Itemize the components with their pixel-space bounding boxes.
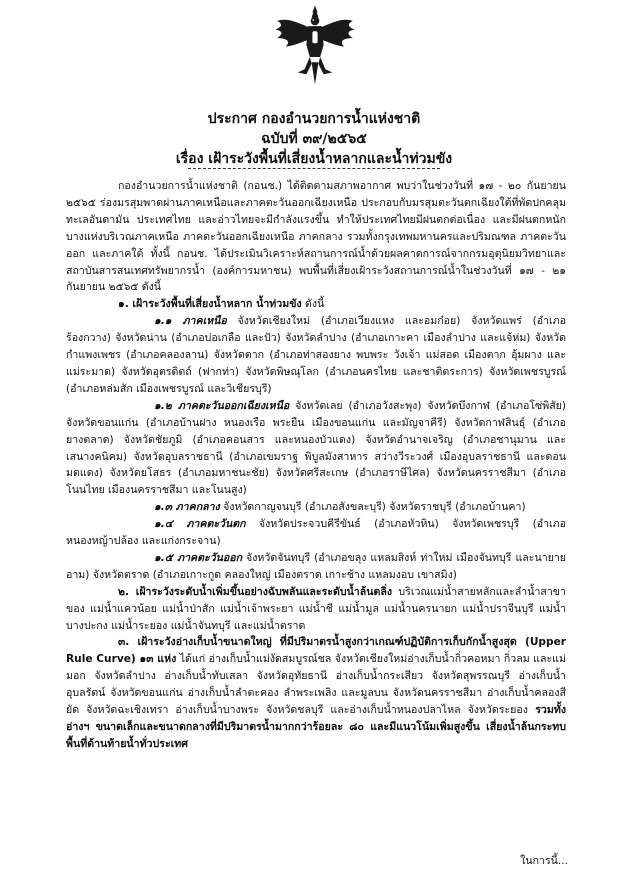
region-label: ๑.๑ ภาคเหนือ [154, 315, 227, 328]
region-text: จังหวัดเลย (อำเภอวังสะพุง) จังหวัดบึงกาฬ (อำเภอโซ่พิสัย) จังหวัดขอนแก่น (อำเภอบ้านฝาง หนองเรือ พระยืน เมืองขอนแก่น และมัญจาคีรี) จังหวัดกาฬสินธุ์ (อำเภอยางตลาด) จังหวัดชัยภูมิ (อำเภอคอนสาร และหนองบัวแดง) จังหวัดอำนาจเจริญ (อำเภอชานุมาน และเสนางคนิคม) จังหวัดอุบลราชธานี (อำเภอเขมราฐ พิบูลมังสาหาร สว่างวีระวงศ์ เมืองอุบลราชธานี และดอนมดแดง) จังหวัดยโสธร (อำเภอมหาชนะชัย) จังหวัดศรีสะเกษ (อำเภอราษีไศล) จังหวัดนครราชสีมา (อำเภอโนนไทย เมืองนครราชสีมา และโนนสูง) [66, 399, 566, 497]
section-2-text: บริเวณแม่น้ำสายหลักและลำน้ำสาขา ของ แม่น้ำแควน้อย แม่น้ำป่าสัก แม่น้ำเจ้าพระยา แม่น้ำชี แม่น้ำมูล แม่น้ำนครนายก แม่น้ำปราจีนบุรี แม่น้ำบางปะกง แม่น้ำระยอง แม่น้ำจันทบุรี และแม่น้ำตราด [66, 585, 566, 632]
section-1-suffix: ดังนี้ [301, 298, 325, 311]
region-label: ๑.๓ ภาคกลาง [154, 501, 220, 514]
section-2-title: ๒. เฝ้าระวังระดับน้ำเพิ่มขึ้นอย่างฉับพลันและระดับน้ำล้นตลิ่ง [118, 585, 393, 598]
region-label: ๑.๕ ภาคตะวันออก [154, 551, 243, 564]
section-3-title: ๓. เฝ้าระวังอ่างเก็บน้ำขนาดใหญ่ ที่มีปริมาตรน้ำสูงกว่าเกณฑ์ปฏิบัติการเก็บกักน้ำสูงสุด (Upper Rule Curve) ๑๓ แห่ง [66, 636, 566, 666]
region-central [66, 499, 566, 516]
section-3-tail: รวมทั้งอ่างฯ ขนาดเล็กและขนาดกลางที่มีปริมาตรน้ำมากกว่าร้อยละ ๘๐ และมีแนวโน้มเพิ่มสูงขึ้น เสี่ยงน้ำล้นกระทบพื้นที่ด้านท้ายน้ำทั่วประเทศ [66, 704, 566, 750]
region-text: จังหวัดเชียงใหม่ (อำเภอเวียงแหง และอมก๋อย) จังหวัดแพร่ (อำเภอร้องกวาง) จังหวัดน่าน (อำเภอบ่อเกลือ และปัว) จังหวัดลำปาง (อำเภอเกาะคา เมืองลำปาง และแจ้ห่ม) จังหวัดกำแพงเพชร (อำเภอคลองลาน) จังหวัดตาก (อำเภอท่าสองยาง พบพระ วังเจ้า แม่สอด เมืองตาก อุ้มผาง และแม่ระมาด) จังหวัดอุตรดิตถ์ (ฟากท่า) จังหวัดพิษณุโลก (อำเภอนครไทย และชาติตระการ) จังหวัดเพชรบูรณ์ (อำเภอหล่มสัก เมืองเพชรบูรณ์ และวิเชียรบุรี) [66, 315, 567, 395]
announcement-issue: ฉบับที่ ๓๙/๒๕๖๕ [261, 131, 367, 147]
announcement-title: ประกาศ กองอำนวยการน้ำแห่งชาติ [207, 111, 421, 127]
region-west [66, 516, 566, 550]
section-1-heading [66, 296, 566, 313]
closing-text: ในการนี้... [520, 855, 568, 867]
announcement-subject: เรื่อง เฝ้าระวังพื้นที่เสี่ยงน้ำหลากและน้ำท่วมขัง [175, 151, 453, 167]
section-3 [66, 634, 566, 752]
section-1-title: ๑. เฝ้าระวังพื้นที่เสี่ยงน้ำหลาก น้ำท่วมขัง [118, 298, 302, 311]
announcement-body [66, 178, 566, 753]
region-text: จังหวัดประจวบคีรีขันธ์ (อำเภอหัวหิน) จังหวัดเพชรบุรี (อำเภอหนองหญ้าปล้อง และแก่งกระจาน) [66, 518, 567, 548]
region-text: จังหวัดจันทบุรี (อำเภอขลุง แหลมสิงห์ ท่าใหม่ เมืองจันทบุรี และนายายอาม) จังหวัดตราด (อำเภอเกาะกูด คลองใหญ่ เมืองตราด เกาะช้าง แหลมงอบ เขาสมิง) [66, 551, 567, 581]
garuda-emblem-icon [272, 2, 358, 88]
region-label: ๑.๔ ภาคตะวันตก [154, 518, 246, 531]
region-northeast [66, 398, 566, 499]
region-label: ๑.๒ ภาคตะวันออกเฉียงเหนือ [154, 399, 290, 412]
region-east [66, 550, 566, 584]
intro-paragraph: กองอำนวยการน้ำแห่งชาติ (กอนช.) ได้ติดตามสภาพอากาศ พบว่าในช่วงวันที่ ๑๗ - ๒๐ กันยายน ๒๕๖๕ ร่องมรสุมพาดผ่านภาคเหนือและภาคตะวันออกเฉียงเหนือ ประกอบกับมรสุมตะวันตกเฉียงใต้ที่พัดปกคลุมทะเลอันดามัน ประเทศไทย และอ่าวไทยจะมีกำลังแรงขึ้น ทำให้ประเทศไทยมีฝนตกต่อเนื่อง และมีฝนตกหนักบางแห่งบริเวณภาคเหนือ ภาคตะวันออกเฉียงเหนือ ภาคกลาง รวมทั้งกรุงเทพมหานครและปริมณฑล ภาคตะวันออก และภาคใต้ ทั้งนี้ กอนช. ได้ประเมินวิเคราะห์สถานการณ์น้ำด้วยผลคาดการณ์จากกรมอุตุนิยมวิทยาและสถาบันสารสนเทศทรัพยากรน้ำ (องค์การมหาชน) พบพื้นที่เสี่ยงเฝ้าระวังสถานการณ์น้ำในช่วงวันที่ ๑๗ - ๒๑ กันยายน ๒๕๖๕ ดังนี้ [66, 180, 566, 294]
header-divider [188, 168, 440, 169]
region-text: จังหวัดกาญจนบุรี (อำเภอสังขละบุรี) จังหวัดราชบุรี (อำเภอบ้านคา) [219, 501, 526, 514]
section-3-text: ได้แก่ อ่างเก็บน้ำแม่งัดสมบูรณ์ชล จังหวัดเชียงใหม่อ่างเก็บน้ำกิ่วคอหมา กิ่วลม และแม่มอก จังหวัดลำปาง อ่างเก็บน้ำทับเสลา จังหวัดอุทัยธานี อ่างเก็บน้ำกระเสียว จังหวัดสุพรรณบุรี อ่างเก็บน้ำอุบลรัตน์ จังหวัดขอนแก่น อ่างเก็บน้ำลำตะคอง ลำพระเพลิง และมูลบน จังหวัดนครราชสีมา อ่างเก็บน้ำคลองสียัด จังหวัดฉะเชิงเทรา อ่างเก็บน้ำบางพระ จังหวัดชลบุรี และอ่างเก็บน้ำหนองปลาไหล จังหวัดระยอง [66, 653, 566, 717]
section-2 [66, 584, 566, 635]
region-north [66, 313, 566, 398]
